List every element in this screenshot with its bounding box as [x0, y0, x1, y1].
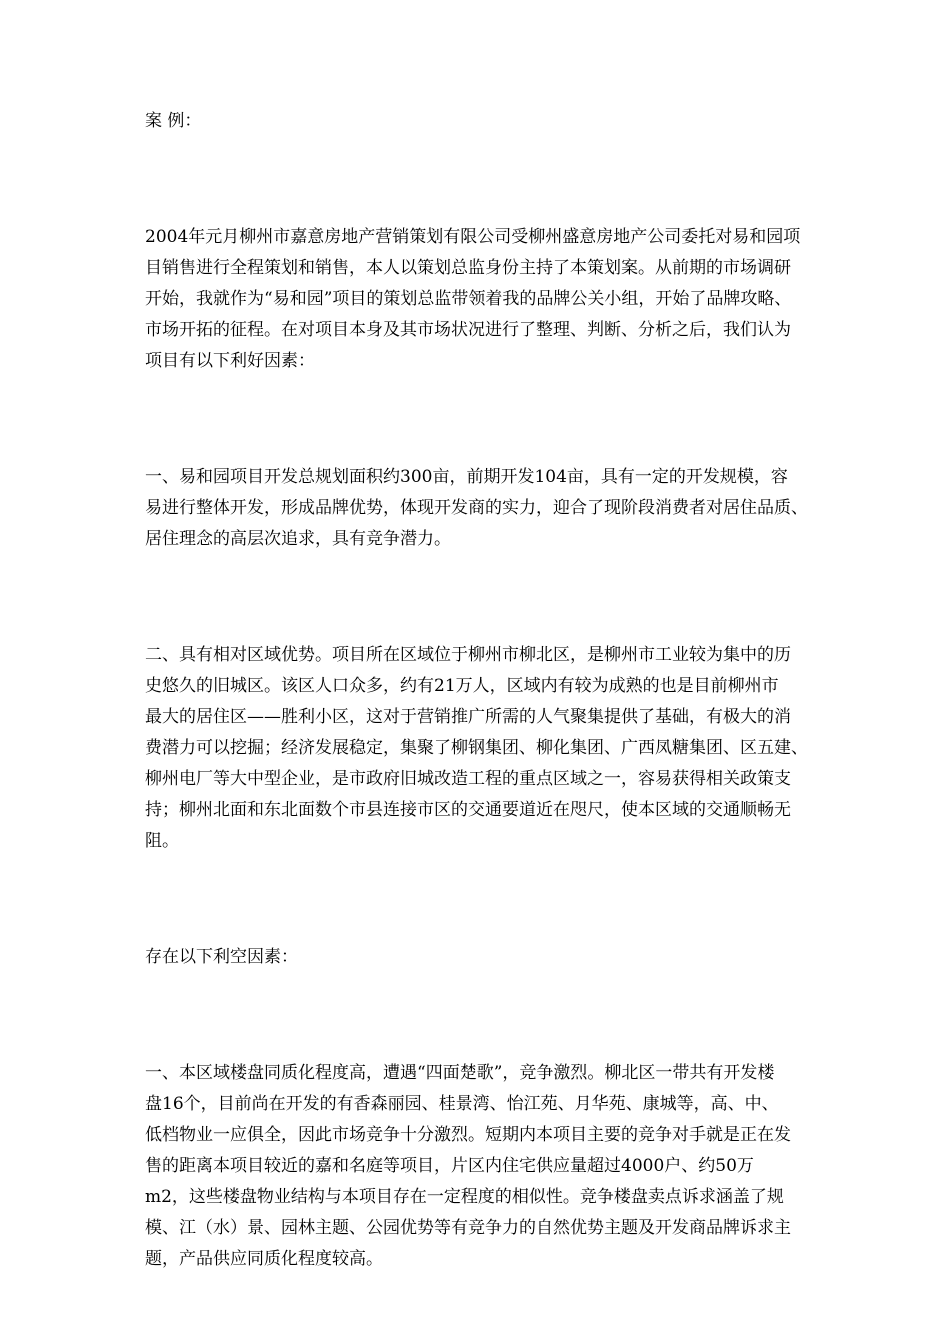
text-line: 阻。: [145, 831, 179, 851]
text-line: 目销售进行全程策划和销售，本人以策划总监身份主持了本策划案。从前期的市场调研: [145, 258, 791, 278]
text-line: 费潜力可以挖掘；经济发展稳定，集聚了柳钢集团、柳化集团、广西凤糖集团、区五建、: [145, 738, 808, 758]
text-line: 二、具有相对区域优势。项目所在区域位于柳州市柳北区，是柳州市工业较为集中的历: [145, 645, 791, 665]
case-heading: 案 例：: [145, 111, 202, 131]
text-line: 最大的居住区——胜利小区，这对于营销推广所需的人气聚集提供了基础，有极大的消: [145, 707, 791, 727]
text-line: 盘16个，目前尚在开发的有香森丽园、桂景湾、怡江苑、月华苑、康城等，高、中、: [145, 1094, 779, 1114]
text-line: 题，产品供应同质化程度较高。: [145, 1249, 383, 1269]
text-line: 低档物业一应俱全，因此市场竞争十分激烈。短期内本项目主要的竞争对手就是正在发: [145, 1125, 791, 1145]
text-line: 居住理念的高层次追求，具有竞争潜力。: [145, 529, 451, 549]
text-line: 一、本区域楼盘同质化程度高，遭遇“四面楚歌”，竞争激烈。柳北区一带共有开发楼: [145, 1063, 775, 1083]
text-line: 售的距离本项目较近的嘉和名庭等项目，片区内住宅供应量超过4000户、约50万: [145, 1156, 754, 1176]
text-line: 市场开拓的征程。在对项目本身及其市场状况进行了整理、判断、分析之后，我们认为: [145, 320, 791, 340]
text-line: 持；柳州北面和东北面数个市县连接市区的交通要道近在咫尺，使本区域的交通顺畅无: [145, 800, 791, 820]
text-line: 模、江（水）景、园林主题、公园优势等有竞争力的自然优势主题及开发商品牌诉求主: [145, 1218, 791, 1238]
text-line: 易进行整体开发，形成品牌优势，体现开发商的实力，迎合了现阶段消费者对居住品质、: [145, 498, 808, 518]
text-line: 开始，我就作为“易和园”项目的策划总监带领着我的品牌公关小组，开始了品牌攻略、: [145, 289, 792, 309]
text-line: 柳州电厂等大中型企业，是市政府旧城改造工程的重点区域之一，容易获得相关政策支: [145, 769, 791, 789]
text-line: 一、易和园项目开发总规划面积约300亩，前期开发104亩，具有一定的开发规模，容: [145, 467, 788, 487]
text-line: 史悠久的旧城区。该区人口众多，约有21万人，区域内有较为成熟的也是目前柳州市: [145, 676, 779, 696]
text-line: m2，这些楼盘物业结构与本项目存在一定程度的相似性。竞争楼盘卖点诉求涵盖了规: [145, 1187, 784, 1207]
disadvantage-heading: 存在以下利空因素：: [145, 947, 298, 967]
text-line: 项目有以下利好因素：: [145, 351, 315, 371]
text-line: 2004年元月柳州市嘉意房地产营销策划有限公司受柳州盛意房地产公司委托对易和园项: [145, 227, 801, 247]
